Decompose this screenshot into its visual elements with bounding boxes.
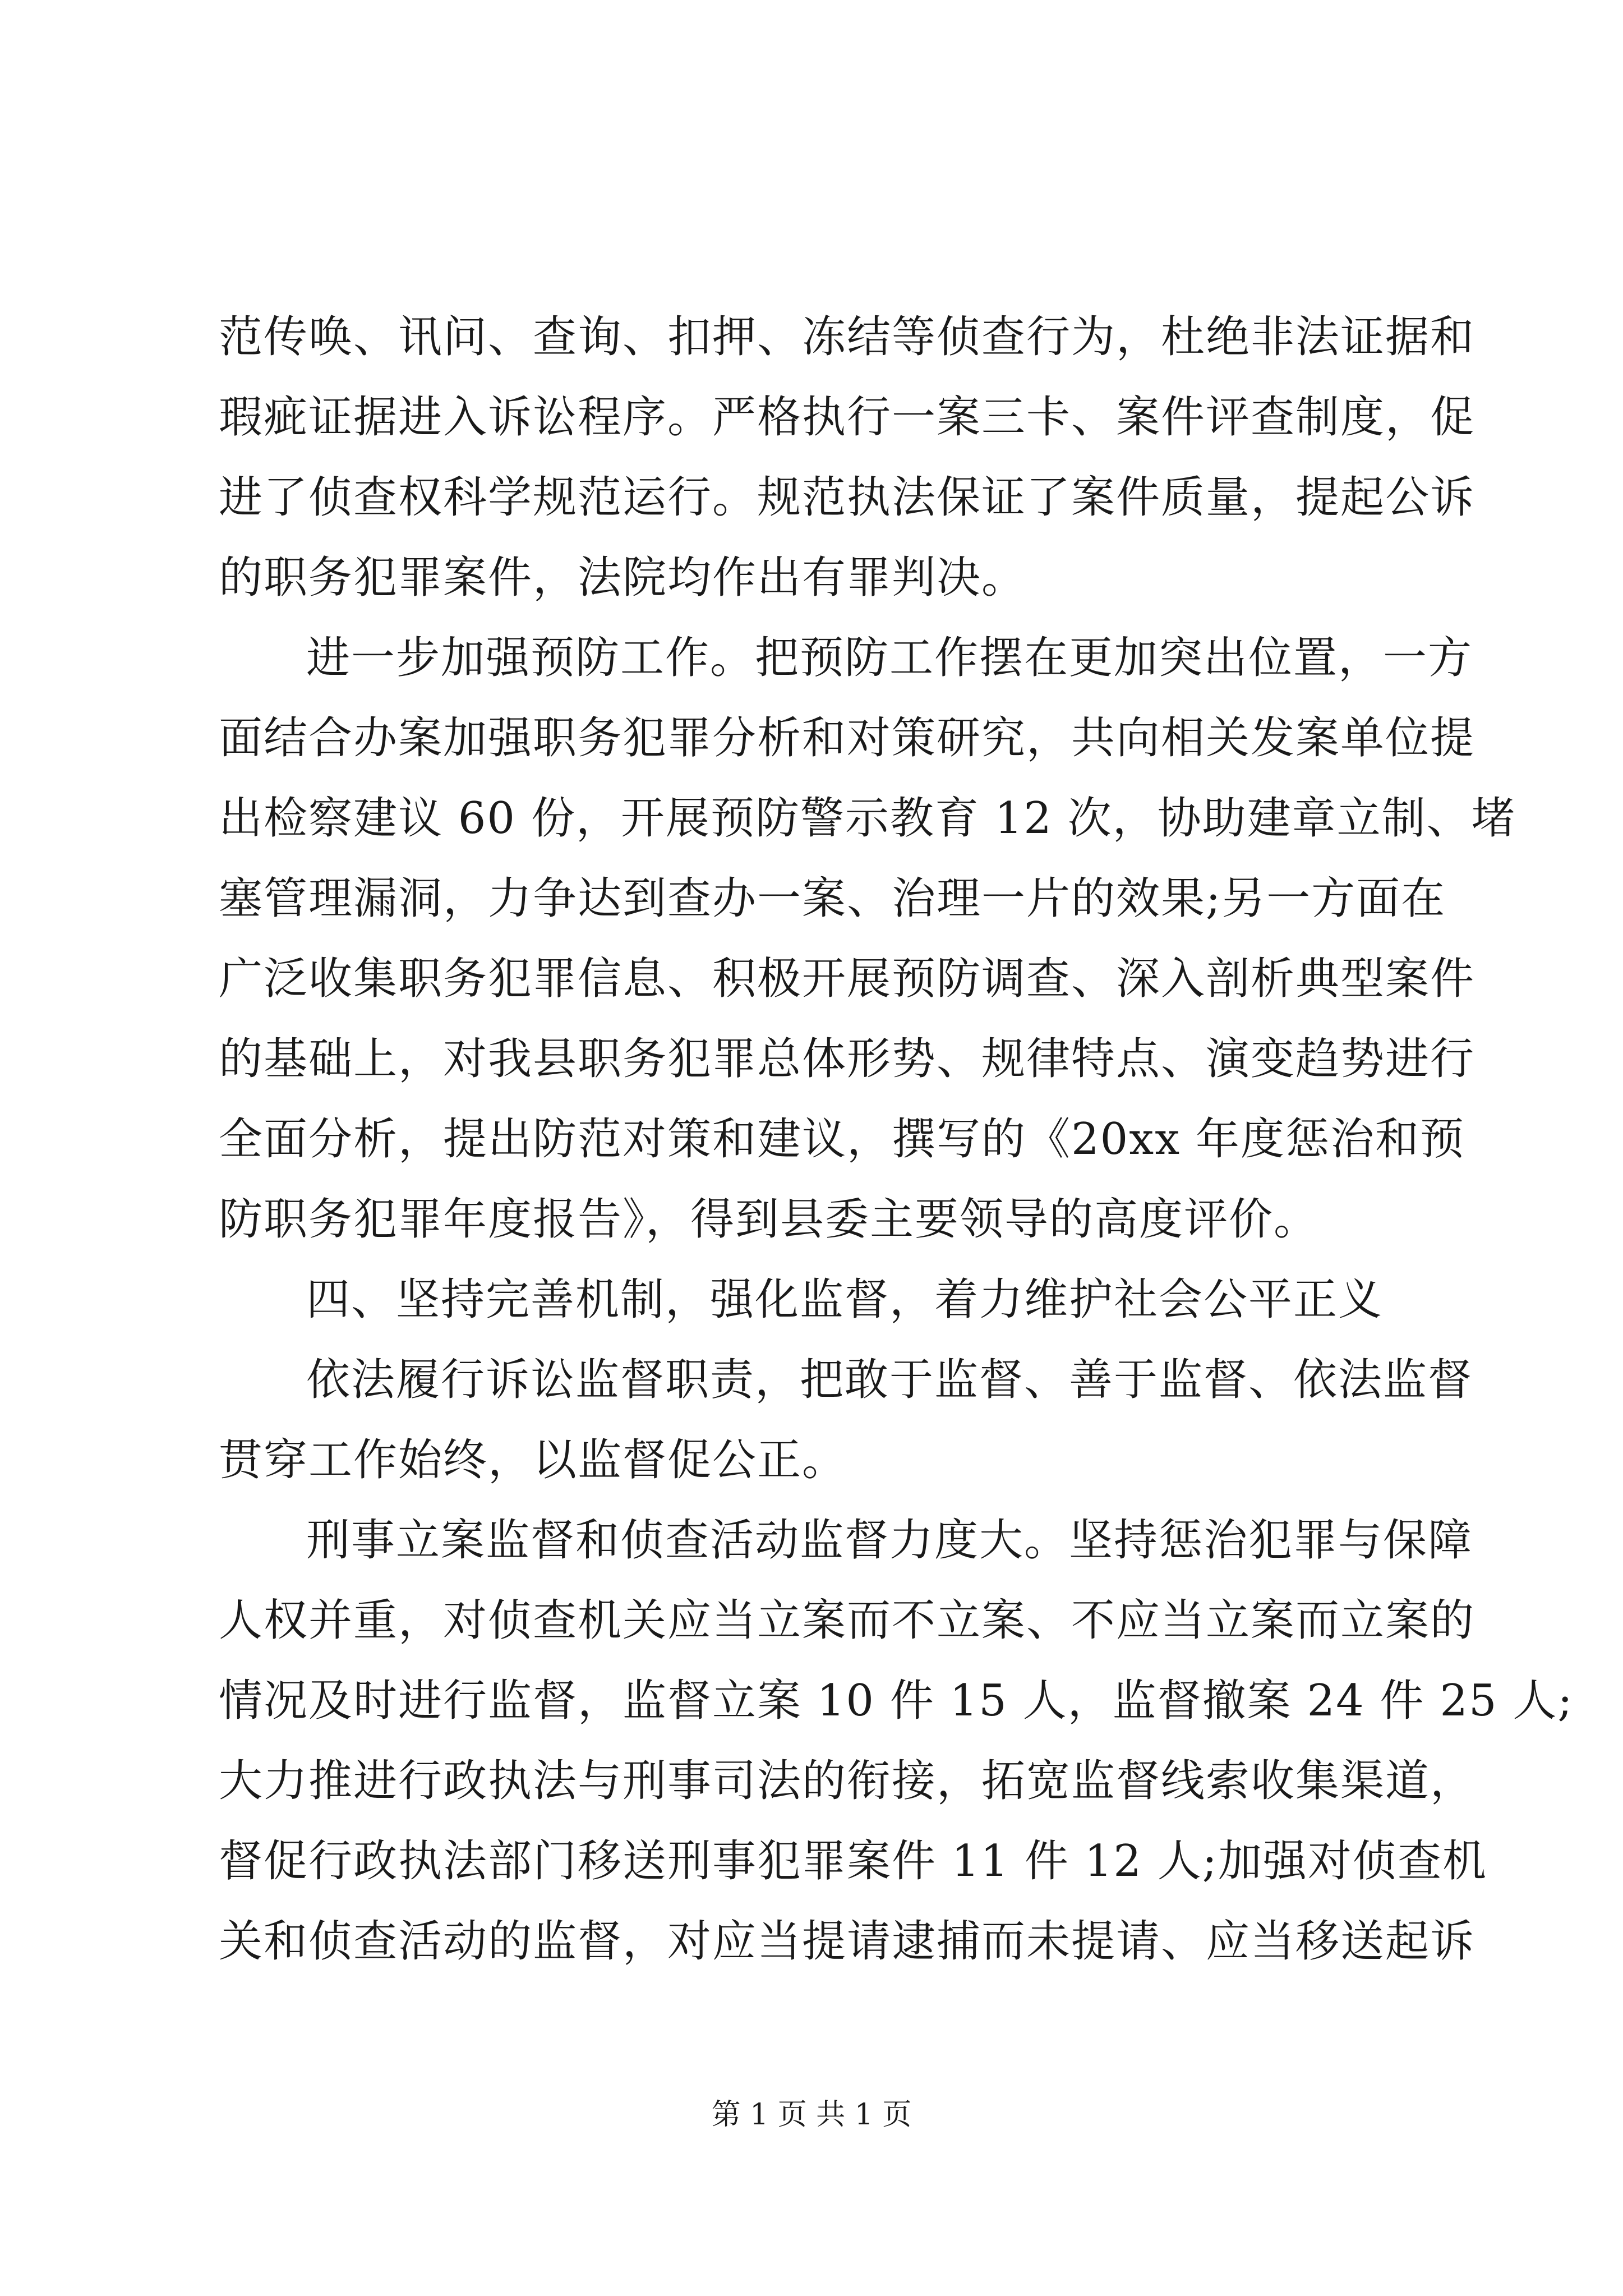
text-line: 大力推进行政执法与刑事司法的衔接，拓宽监督线索收集渠道，: [219, 1756, 1476, 1806]
text-line: 防职务犯罪年度报告》，得到县委主要领导的高度评价。: [219, 1194, 1319, 1245]
text-line: 进一步加强预防工作。把预防工作摆在更加突出位置，一方: [306, 633, 1473, 683]
page-footer: 第 1 页 共 1 页: [711, 2098, 912, 2132]
text-line: 塞管理漏洞，力争达到查办一案、治理一片的效果;另一方面在: [219, 873, 1446, 924]
text-line: 广泛收集职务犯罪信息、积极开展预防调查、深入剖析典型案件: [219, 954, 1476, 1004]
text-line: 督促行政执法部门移送刑事犯罪案件 11 件 12 人;加强对侦查机: [219, 1836, 1487, 1887]
text-line: 刑事立案监督和侦查活动监督力度大。坚持惩治犯罪与保障: [306, 1515, 1473, 1566]
text-line: 贯穿工作始终，以监督促公正。: [219, 1435, 847, 1485]
text-line: 范传唤、讯问、查询、扣押、冻结等侦查行为，杜绝非法证据和: [219, 312, 1476, 362]
section-heading: 四、坚持完善机制，强化监督，着力维护社会公平正义: [306, 1274, 1384, 1325]
text-line: 的基础上，对我县职务犯罪总体形势、规律特点、演变趋势进行: [219, 1034, 1476, 1084]
document-body: [219, 297, 1574, 1982]
text-line: 情况及时进行监督，监督立案 10 件 15 人，监督撤案 24 件 25 人;: [219, 1676, 1574, 1726]
text-line: 依法履行诉讼监督职责，把敢于监督、善于监督、依法监督: [306, 1355, 1473, 1405]
text-line: 瑕疵证据进入诉讼程序。严格执行一案三卡、案件评查制度，促: [219, 392, 1476, 443]
text-line: 出检察建议 60 份，开展预防警示教育 12 次，协助建章立制、堵: [219, 793, 1516, 844]
text-line: 进了侦查权科学规范运行。规范执法保证了案件质量，提起公诉: [219, 472, 1476, 523]
text-line: 关和侦查活动的监督，对应当提请逮捕而未提请、应当移送起诉: [219, 1916, 1476, 1967]
text-line: 面结合办案加强职务犯罪分析和对策研究，共向相关发案单位提: [219, 713, 1476, 763]
text-line: 人权并重，对侦查机关应当立案而不立案、不应当立案而立案的: [219, 1595, 1476, 1646]
text-line: 的职务犯罪案件，法院均作出有罪判决。: [219, 553, 1027, 603]
text-line: 全面分析，提出防范对策和建议，撰写的《20xx 年度惩治和预: [219, 1114, 1465, 1165]
